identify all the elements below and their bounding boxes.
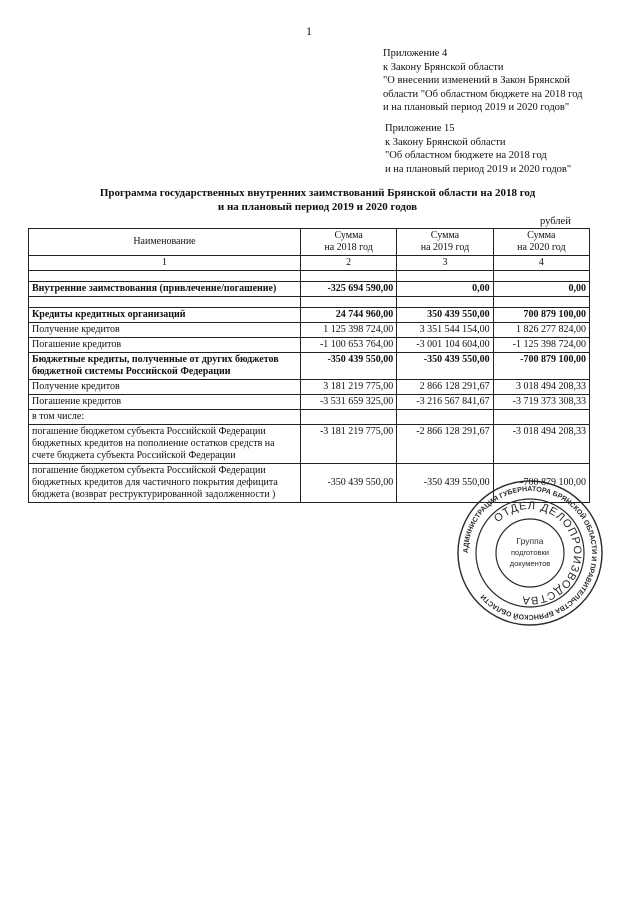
header-text: Сумма	[430, 230, 460, 241]
header-text: на 2020 год	[517, 242, 566, 253]
spacer-cell	[300, 297, 396, 308]
value-2019: 3 351 544 154,00	[397, 323, 493, 338]
header-text: на 2018 год	[324, 242, 373, 253]
appendix-line: к Закону Брянской области	[383, 61, 504, 73]
value-2018	[300, 410, 396, 425]
value-2018: -3 531 659 325,00	[300, 395, 396, 410]
stamp-center-line: подготовки	[511, 548, 549, 557]
value-2019	[397, 410, 493, 425]
header-2019	[397, 229, 493, 256]
value-2020: -1 125 398 724,00	[493, 338, 589, 353]
spacer-cell	[29, 297, 301, 308]
table-row	[29, 410, 590, 425]
value-2019: 2 866 128 291,67	[397, 380, 493, 395]
appendix-line: к Закону Брянской области	[385, 136, 506, 148]
column-number: 1	[29, 256, 301, 271]
value-2018: 24 744 960,00	[300, 308, 396, 323]
appendix-line: и на плановый период 2019 и 2020 годов"	[383, 102, 570, 113]
row-name: Получение кредитов	[29, 323, 301, 338]
value-2019: -350 439 550,00	[397, 464, 493, 503]
value-2019: -3 216 567 841,67	[397, 395, 493, 410]
appendix-line: Приложение 4	[383, 48, 448, 59]
header-text: Сумма	[334, 230, 363, 241]
stamp-center-line: Группа	[516, 536, 544, 546]
appendix-15-note	[385, 122, 571, 176]
value-2020: 3 018 494 208,33	[493, 380, 589, 395]
column-number: 4	[493, 256, 589, 271]
spacer-cell	[300, 271, 396, 282]
appendix-line: "О внесении изменений в Закон Брянской	[383, 75, 571, 86]
table-row	[29, 425, 590, 464]
row-name: в том числе:	[29, 410, 301, 425]
value-2020: -700 879 100,00	[493, 464, 589, 503]
stamp-center-line: документов	[509, 559, 551, 568]
spacer-cell	[493, 271, 589, 282]
row-name: Кредиты кредитных организаций	[29, 308, 301, 323]
value-2019: -2 866 128 291,67	[397, 425, 493, 464]
header-text: Сумма	[527, 230, 556, 241]
table-header-row	[29, 229, 590, 256]
value-2018: -1 100 653 764,00	[300, 338, 396, 353]
title-line-1: Программа государственных внутренних заимствований Брянской области на 2018 год	[99, 187, 536, 199]
table-row	[29, 282, 590, 297]
row-name: Бюджетные кредиты, полученные от других бюджетов бюджетной системы Российской Федерации	[29, 353, 301, 380]
value-2019: 0,00	[397, 282, 493, 297]
spacer-cell	[397, 297, 493, 308]
row-name: Внутренние заимствования (привлечение/погашение)	[29, 282, 301, 297]
appendix-line: области "Об областном бюджете на 2018 год	[383, 88, 583, 100]
value-2018: 3 181 219 775,00	[300, 380, 396, 395]
value-2019: -350 439 550,00	[397, 353, 493, 380]
value-2020: 0,00	[493, 282, 589, 297]
table-row	[29, 308, 590, 323]
row-name: погашение бюджетом субъекта Российской Федерации бюджетных кредитов на пополнение остатков средств на счете бюджета субъекта Российской Федерации	[29, 425, 301, 464]
spacer-cell	[29, 271, 301, 282]
stamp-inner-textpath: ОТДЕЛ ДЕЛОПРОИЗВОДСТВА	[491, 499, 584, 607]
page-number: 1	[306, 24, 312, 38]
value-2018: -3 181 219 775,00	[300, 425, 396, 464]
table-row	[29, 338, 590, 353]
row-name: Погашение кредитов	[29, 395, 301, 410]
value-2018: 1 125 398 724,00	[300, 323, 396, 338]
header-name: Наименование	[29, 229, 301, 256]
table-row	[29, 323, 590, 338]
spacer-row	[29, 297, 590, 308]
document-title	[60, 186, 575, 214]
row-name: Получение кредитов	[29, 380, 301, 395]
borrowing-program-table	[28, 228, 590, 503]
header-2020	[493, 229, 589, 256]
header-2018	[300, 229, 396, 256]
value-2020: -700 879 100,00	[493, 353, 589, 380]
row-name: Погашение кредитов	[29, 338, 301, 353]
column-number: 2	[300, 256, 396, 271]
value-2018: -350 439 550,00	[300, 353, 396, 380]
appendix-line: и на плановый период 2019 и 2020 годов"	[385, 163, 572, 175]
appendix-line: Приложение 15	[385, 123, 455, 134]
units-label: рублей	[540, 216, 571, 227]
value-2020: 700 879 100,00	[493, 308, 589, 323]
appendix-line: "Об областном бюджете на 2018 год	[385, 150, 547, 161]
appendix-4-note	[383, 47, 583, 115]
value-2020: -3 719 373 308,33	[493, 395, 589, 410]
table-row	[29, 395, 590, 410]
column-number: 3	[397, 256, 493, 271]
table-row	[29, 380, 590, 395]
table-row	[29, 353, 590, 380]
row-name: погашение бюджетом субъекта Российской Федерации бюджетных кредитов для частичного покрытия дефицита бюджета (возврат реструктурированной задолженности )	[29, 464, 301, 503]
spacer-cell	[397, 271, 493, 282]
value-2020	[493, 410, 589, 425]
column-number-row	[29, 256, 590, 271]
value-2019: 350 439 550,00	[397, 308, 493, 323]
value-2020: -3 018 494 208,33	[493, 425, 589, 464]
spacer-row	[29, 271, 590, 282]
header-text: на 2019 год	[420, 242, 470, 253]
value-2020: 1 826 277 824,00	[493, 323, 589, 338]
stamp-outer-textpath: АДМИНИСТРАЦИЯ ГУБЕРНАТОРА БРЯНСКОЙ ОБЛАСТИ И ПРАВИТЕЛЬСТВА БРЯНСКОЙ ОБЛАСТИ	[462, 485, 598, 621]
value-2018: -350 439 550,00	[300, 464, 396, 503]
value-2018: -325 694 590,00	[300, 282, 396, 297]
office-stamp	[455, 478, 605, 628]
spacer-cell	[493, 297, 589, 308]
title-line-2: и на плановый период 2019 и 2020 годов	[217, 201, 418, 213]
value-2019: -3 001 104 604,00	[397, 338, 493, 353]
